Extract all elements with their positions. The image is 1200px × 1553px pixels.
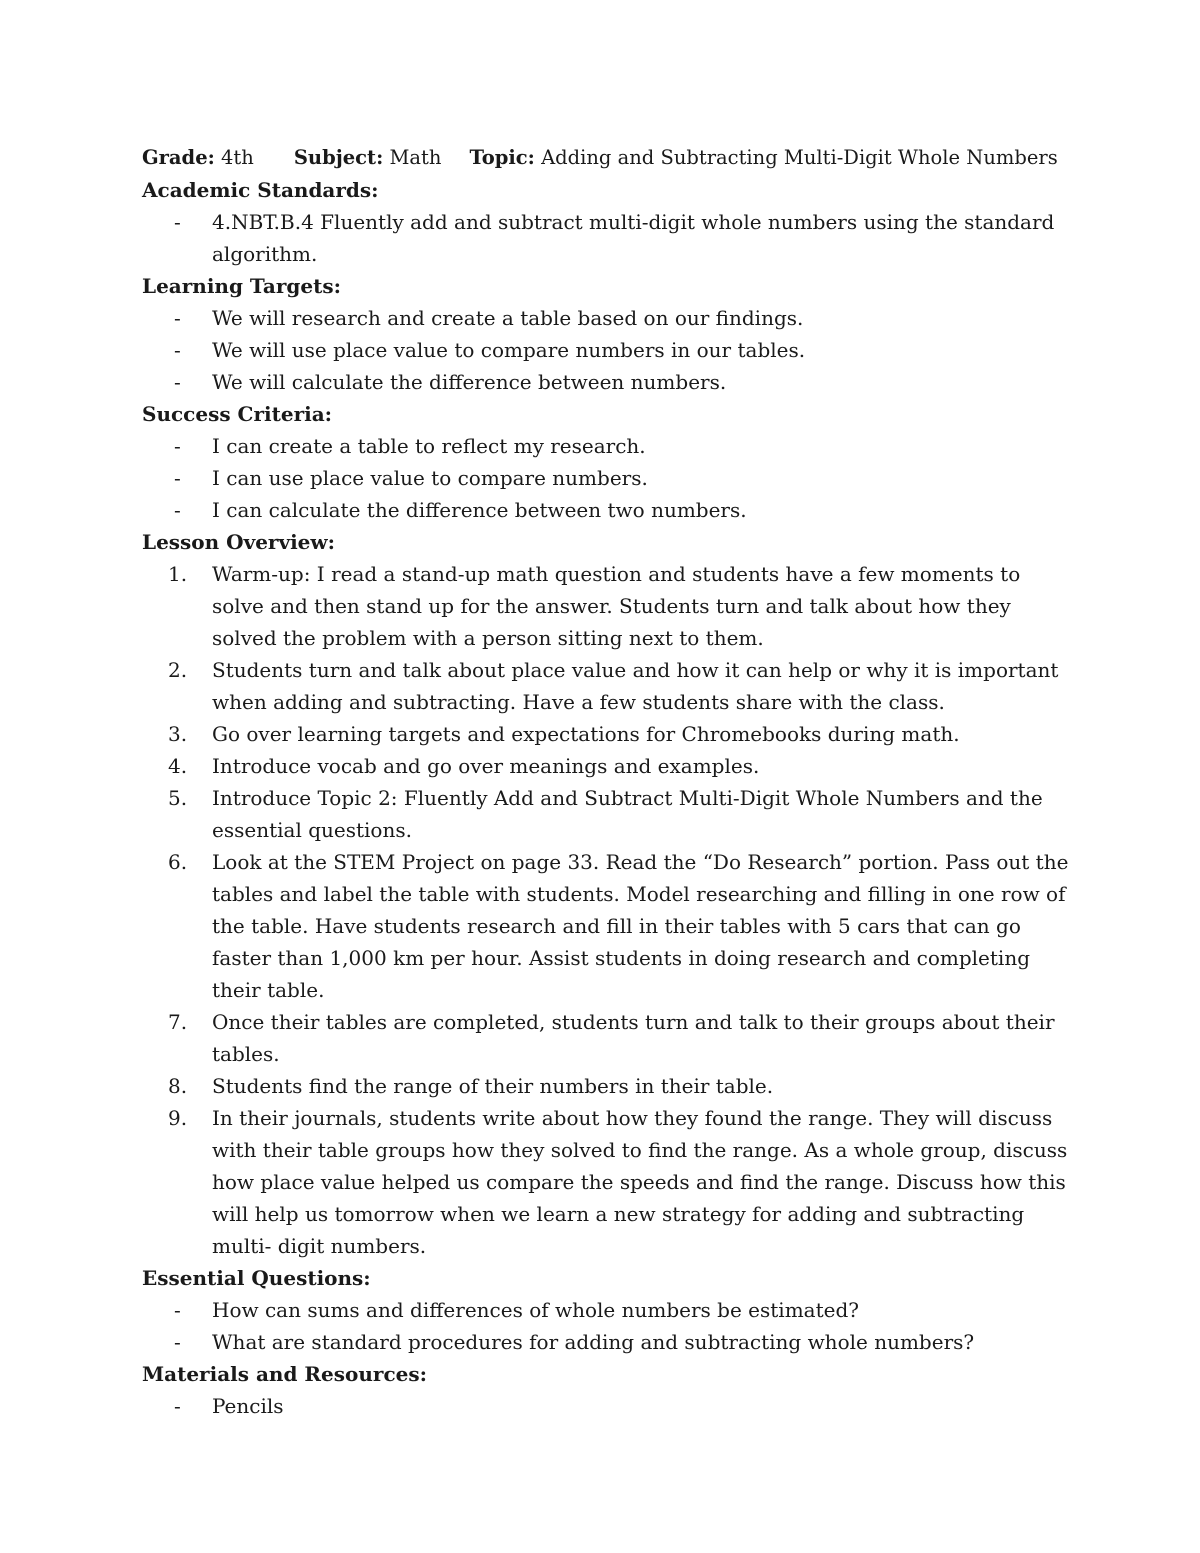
list-item-text: Students find the range of their numbers in their table. bbox=[212, 1074, 774, 1098]
list-item-text: Pencils bbox=[212, 1394, 284, 1418]
dash-bullet: - bbox=[174, 434, 181, 458]
list-item-text: We will calculate the difference between numbers. bbox=[212, 370, 727, 394]
materials-list bbox=[142, 1390, 1072, 1422]
list-item bbox=[142, 494, 1072, 526]
list-item bbox=[142, 846, 1072, 1006]
list-item-text: I can calculate the difference between two numbers. bbox=[212, 498, 747, 522]
essential-questions-list bbox=[142, 1294, 1072, 1358]
list-item bbox=[142, 750, 1072, 782]
list-item-text: Look at the STEM Project on page 33. Read the “Do Research” portion. Pass out the tables and label the table with students. Model researching and filling in one row of the table. Have students research and fill in their tables with 5 cars that can go faster than 1,000 km per hour. Assist students in doing research and completing their table. bbox=[212, 850, 1069, 1002]
list-item-text: 4.NBT.B.4 Fluently add and subtract multi-digit whole numbers using the standard algorithm. bbox=[212, 210, 1055, 266]
list-item bbox=[142, 782, 1072, 846]
list-item-text: What are standard procedures for adding and subtracting whole numbers? bbox=[212, 1330, 975, 1354]
list-item bbox=[142, 654, 1072, 718]
success-criteria-list bbox=[142, 430, 1072, 526]
list-item-text: We will use place value to compare numbers in our tables. bbox=[212, 338, 806, 362]
academic-standards-list bbox=[142, 206, 1072, 270]
list-item bbox=[142, 206, 1072, 270]
academic-standards-heading: Academic Standards: bbox=[142, 178, 379, 202]
item-number: 7. bbox=[168, 1010, 188, 1034]
materials-heading: Materials and Resources: bbox=[142, 1362, 427, 1386]
item-number: 8. bbox=[168, 1074, 188, 1098]
essential-questions-heading: Essential Questions: bbox=[142, 1266, 371, 1290]
list-item bbox=[142, 462, 1072, 494]
item-number: 6. bbox=[168, 850, 188, 874]
item-number: 5. bbox=[168, 786, 188, 810]
grade-value: 4th bbox=[221, 146, 254, 169]
list-item-text: I can create a table to reflect my research. bbox=[212, 434, 646, 458]
success-criteria-heading: Success Criteria: bbox=[142, 402, 333, 426]
grade-label: Grade: bbox=[142, 146, 215, 169]
dash-bullet: - bbox=[174, 1330, 181, 1354]
list-item-text: Go over learning targets and expectations for Chromebooks during math. bbox=[212, 722, 960, 746]
item-number: 2. bbox=[168, 658, 188, 682]
topic-label: Topic: bbox=[469, 146, 535, 169]
item-number: 1. bbox=[168, 562, 188, 586]
list-item-text: In their journals, students write about how they found the range. They will discuss with their table groups how they solved to find the range. As a whole group, discuss how place value helped us compare the speeds and find the range. Discuss how this will help us tomorrow when we learn a new strategy for adding and subtracting multi- digit numbers. bbox=[212, 1106, 1068, 1258]
list-item-text: Warm-up: I read a stand-up math question and students have a few moments to solve and then stand up for the answer. Students turn and talk about how they solved the problem with a person sitting next to them. bbox=[212, 562, 1021, 650]
list-item-text: Introduce Topic 2: Fluently Add and Subtract Multi-Digit Whole Numbers and the essential questions. bbox=[212, 786, 1043, 842]
lesson-plan-page bbox=[142, 142, 1072, 1422]
list-item-text: We will research and create a table based on our findings. bbox=[212, 306, 804, 330]
subject-field bbox=[294, 142, 442, 174]
list-item bbox=[142, 1294, 1072, 1326]
dash-bullet: - bbox=[174, 466, 181, 490]
dash-bullet: - bbox=[174, 1394, 181, 1418]
list-item bbox=[142, 718, 1072, 750]
dash-bullet: - bbox=[174, 1298, 181, 1322]
list-item bbox=[142, 1326, 1072, 1358]
grade-field bbox=[142, 142, 254, 174]
learning-targets-list bbox=[142, 302, 1072, 398]
list-item-text: Once their tables are completed, students turn and talk to their groups about their tables. bbox=[212, 1010, 1055, 1066]
list-item-text: How can sums and differences of whole numbers be estimated? bbox=[212, 1298, 859, 1322]
list-item-text: Students turn and talk about place value and how it can help or why it is important when adding and subtracting. Have a few students share with the class. bbox=[212, 658, 1059, 714]
topic-value: Adding and Subtracting Multi-Digit Whole Numbers bbox=[541, 146, 1058, 169]
list-item bbox=[142, 1070, 1072, 1102]
item-number: 3. bbox=[168, 722, 188, 746]
item-number: 4. bbox=[168, 754, 188, 778]
list-item bbox=[142, 1102, 1072, 1262]
subject-value: Math bbox=[389, 146, 442, 169]
lesson-overview-heading: Lesson Overview: bbox=[142, 530, 335, 554]
list-item bbox=[142, 558, 1072, 654]
list-item bbox=[142, 1390, 1072, 1422]
learning-targets-heading: Learning Targets: bbox=[142, 274, 341, 298]
dash-bullet: - bbox=[174, 306, 181, 330]
lesson-overview-list bbox=[142, 558, 1072, 1262]
list-item bbox=[142, 334, 1072, 366]
dash-bullet: - bbox=[174, 338, 181, 362]
list-item bbox=[142, 430, 1072, 462]
list-item bbox=[142, 1006, 1072, 1070]
list-item bbox=[142, 302, 1072, 334]
item-number: 9. bbox=[168, 1106, 188, 1130]
subject-label: Subject: bbox=[293, 146, 384, 169]
dash-bullet: - bbox=[174, 210, 181, 234]
dash-bullet: - bbox=[174, 498, 181, 522]
header-line bbox=[142, 142, 1072, 174]
list-item-text: I can use place value to compare numbers. bbox=[212, 466, 648, 490]
topic-field bbox=[469, 142, 1057, 174]
list-item-text: Introduce vocab and go over meanings and examples. bbox=[212, 754, 760, 778]
dash-bullet: - bbox=[174, 370, 181, 394]
list-item bbox=[142, 366, 1072, 398]
